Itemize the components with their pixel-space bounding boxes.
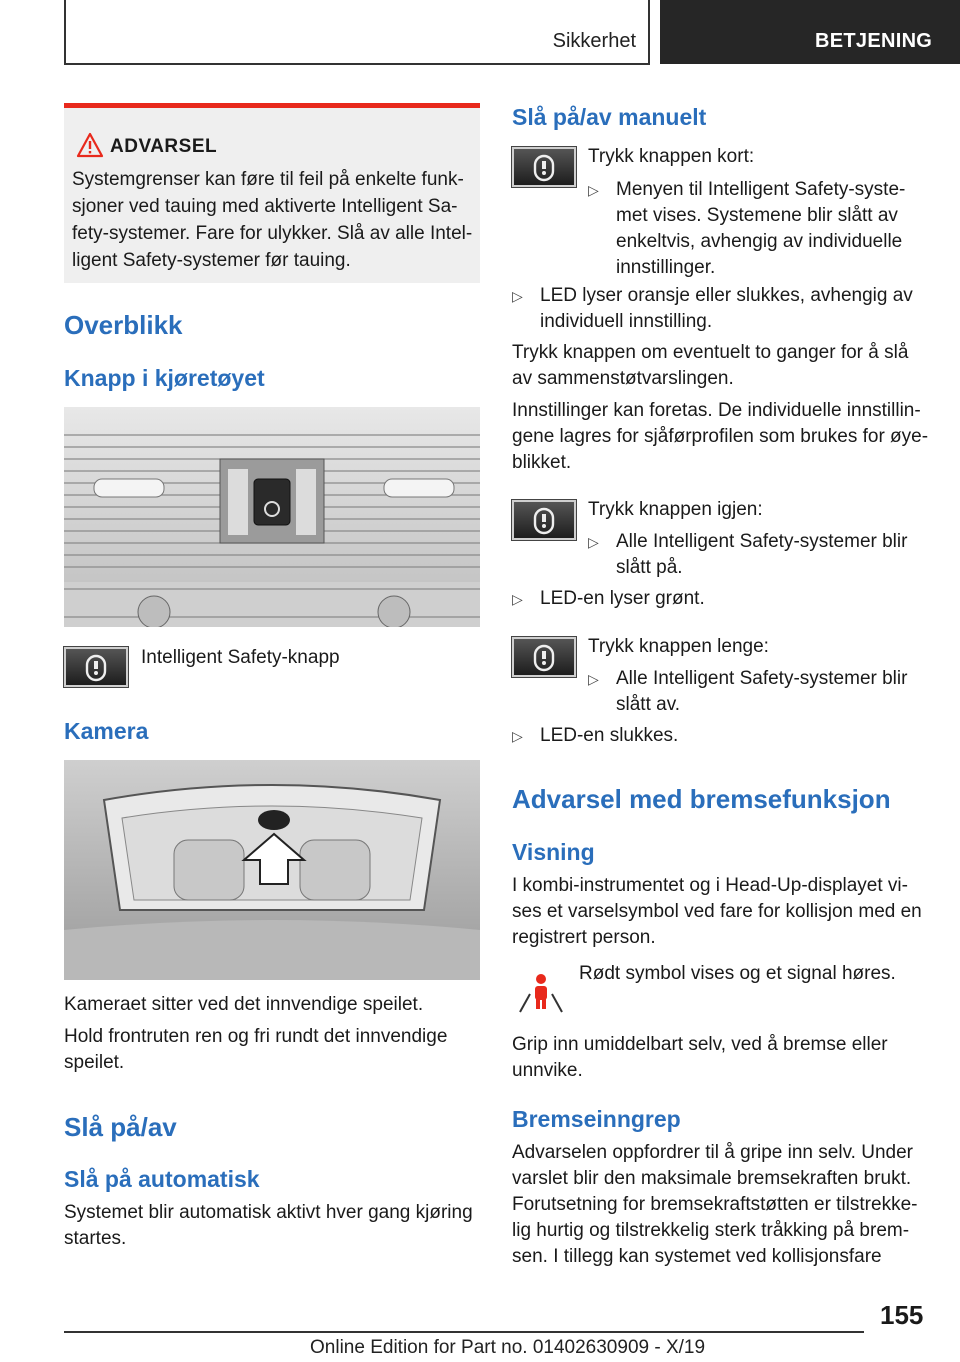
heading-visning: Visning [512,839,595,865]
kort-label: Trykk knappen kort: [588,146,755,167]
bullet-triangle-icon: ▷ [512,728,523,744]
bullet-triangle-icon: ▷ [588,534,599,550]
sla-auto-text: Systemet blir automatisk aktivt hver gang kjøring startes. [64,1202,473,1249]
visning-text: I kombi-instrumentet og i Head-Up-displayet vi- ses et varselsymbol ved fare for kollisjon med en registrert person. [512,875,922,948]
figure-camera [64,760,480,980]
heading-sla: Slå på/av [64,1112,177,1142]
button-icon-igjen [512,500,576,540]
bullet-triangle-icon: ▷ [588,671,599,687]
warning-triangle-icon [76,132,104,158]
warning-title: ADVARSEL [110,136,218,157]
heading-kamera: Kamera [64,718,149,744]
header-divider [648,0,650,64]
caption-safety-button: Intelligent Safety-knapp [141,647,340,668]
bullet-triangle-icon: ▷ [512,288,523,304]
warning-box [64,103,480,283]
bullet-triangle-icon: ▷ [512,591,523,607]
heading-knapp: Knapp i kjøretøyet [64,365,265,391]
button-icon-lenge [512,637,576,677]
figure-dashboard-button [64,407,480,627]
kamera-text: Kameraet sitter ved det innvendige speilet. Hold frontruten ren og fri rundt det innvendige speilet. [64,994,448,1073]
symbol-text: Rødt symbol vises og et signal høres. [579,963,896,984]
para-two-presses: Trykk knappen om eventuelt to ganger for å slå av sammenstøtvarslingen. [512,342,909,389]
heading-advarsel-bremse: Advarsel med bremsefunksjon [512,784,891,814]
lenge-label: Trykk knappen lenge: [588,636,769,657]
heading-manuelt: Slå på/av manuelt [512,104,707,130]
heading-overblikk: Overblikk [64,310,183,340]
pedestrian-warning-icon [516,966,566,1016]
heading-sla-auto: Slå på automatisk [64,1166,260,1192]
button-icon-kort [512,147,576,187]
page-number: 155 [880,1300,924,1330]
header-bottom-rule [64,63,650,65]
intelligent-safety-button-icon [64,647,128,687]
heading-bremseinngrep: Bremseinngrep [512,1106,681,1132]
header-left-rule [64,0,66,64]
igjen-label: Trykk knappen igjen: [588,499,763,520]
bremse-text: Advarselen oppfordrer til å gripe inn selv. Under varslet blir den maksimale bremsekraften brukt. Forutsetning for bremsekraftstøtten er tilstrekke- lig hurtig og tilstrekkelig sterk tråkking på brem- sen. I tillegg kan systemet ved kollisjonsfare [512,1142,918,1267]
footer-rule [64,1331,864,1333]
para-settings: Innstillinger kan foretas. De individuelle innstillin- gene lagres for sjåførprofilen som brukes for øye- blikket. [512,400,929,473]
bullet-triangle-icon: ▷ [588,182,599,198]
header-section: Sikkerhet [552,30,636,52]
warning-text: Systemgrenser kan føre til feil på enkelte funk- sjoner ved tauing med aktiverte Intelligent Sa- fety-systemer. Fare for ulykker. Slå av alle Intel- ligent Safety-systemer før tauing. [72,169,473,271]
grip-text: Grip inn umiddelbart selv, ved å bremse eller unnvike. [512,1034,888,1081]
header-chapter: BETJENING [660,0,960,64]
footer-edition: Online Edition for Part no. 01402630909 - X/19 [310,1337,706,1358]
